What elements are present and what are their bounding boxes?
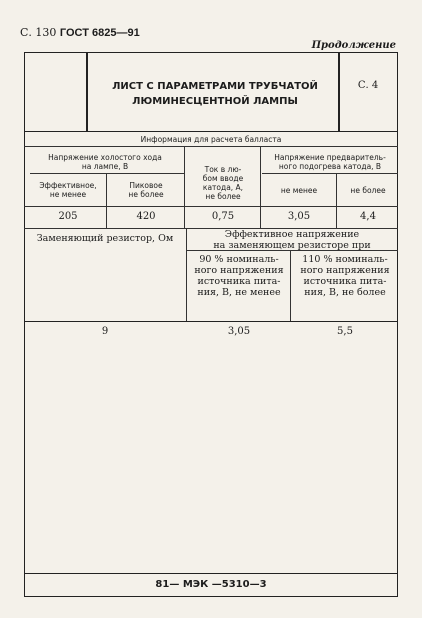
header-line: на лампе, В bbox=[81, 162, 129, 171]
resistor-value: 9 bbox=[101, 326, 109, 337]
footer-rule bbox=[24, 573, 398, 574]
column-90-header bbox=[188, 254, 290, 298]
header-line: ния, В, не менее bbox=[197, 287, 281, 298]
rule bbox=[24, 146, 398, 147]
column-110-header bbox=[292, 254, 398, 298]
cathode-current-header bbox=[186, 165, 260, 201]
header-line: не менее bbox=[49, 190, 87, 199]
preheat-min-value: 3,05 bbox=[287, 211, 311, 222]
header-line: не более bbox=[128, 190, 164, 199]
rule bbox=[262, 173, 398, 174]
title-bottom-rule bbox=[24, 131, 398, 132]
peak-value: 420 bbox=[136, 211, 156, 222]
voltage-110-value: 5,5 bbox=[337, 326, 353, 337]
peak-header bbox=[108, 181, 184, 199]
rule bbox=[24, 206, 398, 207]
page-reference: С. 130 bbox=[20, 26, 57, 39]
footer-code: 81— МЭК —5310—3 bbox=[155, 579, 267, 590]
resistor-header: Заменяющий резистор, Ом bbox=[36, 233, 174, 244]
header-line: Эффективное, bbox=[39, 181, 97, 190]
header-line: Эффективное напряжение bbox=[224, 229, 360, 240]
header-line: ного напряжения bbox=[300, 265, 390, 276]
sheet-title bbox=[90, 79, 340, 109]
preheat-max-value: 4,4 bbox=[360, 211, 376, 222]
header-line: 110 % номиналь- bbox=[302, 254, 388, 265]
rule bbox=[30, 173, 184, 174]
title-divider-left bbox=[86, 52, 88, 132]
rule bbox=[24, 321, 398, 322]
header-line: 90 % номиналь- bbox=[199, 254, 279, 265]
effective-voltage-header bbox=[190, 229, 394, 251]
not-more-header: не более bbox=[350, 186, 386, 195]
preheat-voltage-header bbox=[262, 153, 398, 171]
page-header bbox=[20, 26, 140, 39]
header-line: на заменяющем резисторе при bbox=[213, 240, 371, 251]
header-line: не более bbox=[205, 192, 241, 201]
header-line: Ток в лю- bbox=[204, 165, 242, 174]
rule bbox=[336, 173, 337, 228]
header-line: источника пита- bbox=[303, 276, 387, 287]
header-line: ного подогрева катода, В bbox=[278, 162, 382, 171]
sheet-frame bbox=[24, 52, 398, 597]
effective-header bbox=[30, 181, 106, 199]
ballast-table-caption: Информация для расчета балласта bbox=[140, 135, 282, 144]
rule bbox=[290, 250, 291, 322]
header-line: ного напряжения bbox=[194, 265, 284, 276]
rule bbox=[186, 250, 398, 251]
voltage-90-value: 3,05 bbox=[227, 326, 251, 337]
rule bbox=[106, 173, 107, 228]
rule bbox=[184, 146, 185, 228]
header-line: Напряжение холостого хода bbox=[48, 153, 162, 162]
rule bbox=[260, 146, 261, 228]
sheet-title-line2: ЛЮМИНЕСЦЕНТНОЙ ЛАМПЫ bbox=[132, 96, 298, 107]
header-line: Напряжение предваритель- bbox=[274, 153, 386, 162]
sheet-number: С. 4 bbox=[357, 80, 379, 91]
standard-number: ГОСТ 6825—91 bbox=[59, 27, 140, 39]
sheet-title-line1: ЛИСТ С ПАРАМЕТРАМИ ТРУБЧАТОЙ bbox=[112, 81, 318, 92]
effective-value: 205 bbox=[58, 211, 78, 222]
not-less-header: не менее bbox=[280, 186, 318, 195]
header-line: бом вводе bbox=[202, 174, 244, 183]
header-line: ния, В, не более bbox=[304, 287, 386, 298]
rule bbox=[186, 228, 187, 322]
current-value: 0,75 bbox=[211, 211, 235, 222]
header-line: источника пита- bbox=[197, 276, 281, 287]
no-load-voltage-header bbox=[30, 153, 180, 171]
continuation-label: Продолжение bbox=[311, 40, 396, 51]
header-line: Пиковое bbox=[129, 181, 163, 190]
header-line: катода, А, bbox=[202, 183, 244, 192]
